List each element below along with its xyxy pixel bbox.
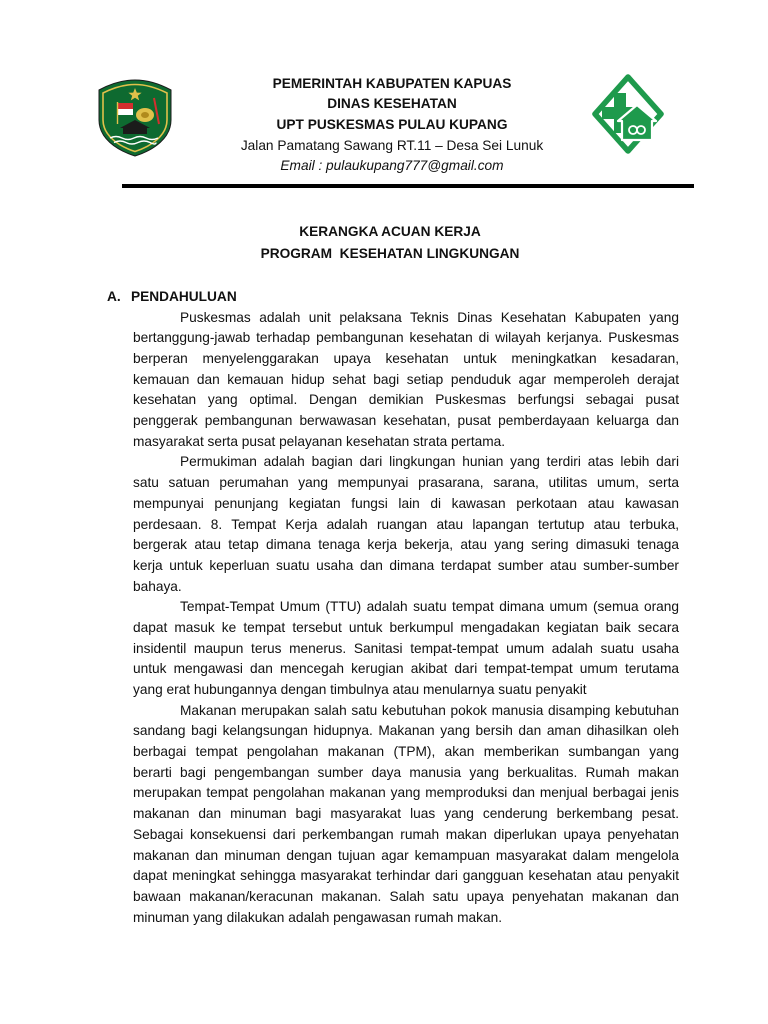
paragraph-line: dapat masuk ke tempat tersebut untuk berkumpul mengadakan kegiatan baik secara [133,619,679,635]
header-address: Jalan Pamatang Sawang RT.11 – Desa Sei Lunuk [240,137,544,153]
paragraph-line: sandang bagi kelangsungan hidupnya. Makanan yang bersih dan aman dihasilkan oleh [133,723,679,739]
document-title [100,221,680,265]
section-title: PENDAHULUAN [131,288,237,304]
paragraph-line: minuman yang dilakukan adalah pengawasan rumah makan. [133,909,503,925]
puskesmas-logo [590,72,666,156]
paragraph-line: makanan dan minuman dengan tujuan agar kemampuan masyarakat dalam mengelola [133,847,679,863]
letterhead-divider [122,184,694,188]
section-body [133,308,679,929]
paragraph-line: satu satuan perumahan yang mempunyai prasarana, sarana, utilitas umum, serta [133,475,679,491]
paragraph [133,308,679,453]
paragraph-line: kesehatan yang optimal. Dengan demikian Puskesmas berfungsi sebagai pusat [133,392,679,408]
title-line-1: KERANGKA ACUAN KERJA [299,224,481,239]
paragraph-line: dapat meningkat sehingga masyarakat terhindar dari gangguan kesehatan atau penyakit [133,868,679,884]
paragraph-line: Makanan merupakan salah satu kebutuhan pokok manusia disamping kebutuhan [180,702,679,718]
paragraph-line: yang erat hubungannya dengan timbulnya atau menularnya suatu penyakit [133,682,587,698]
kabupaten-kapuas-emblem-icon [96,78,174,158]
paragraph-line: makanan dan minuman bagi masyarakat luas yang cenderung berkembang pesat. [133,806,679,822]
letterhead-text [200,74,584,177]
paragraph-line: berbagai tempat pengolahan makanan (TPM), akan memberikan sumbangan yang [133,744,679,760]
header-department: DINAS KESEHATAN [327,96,457,112]
paragraph-line: Sebagai konsekuensi dari perkembangan rumah makan diperlukan upaya penyehatan [133,826,679,842]
paragraph-line: bertanggung-jawab terhadap pembangunan kesehatan di wilayah kerjanya. Puskesmas [133,330,679,346]
paragraph [133,452,679,597]
header-email: Email : pulaukupang777@gmail.com [280,158,504,174]
paragraph-line: mempunyai penunjang kegiatan fungsi lain di kawasan perkotaan atau kawasan [133,495,679,511]
paragraph-line: merupakan tempat pengolahan makanan yang memproduksi dan menjual berbagai jenis [133,785,679,801]
paragraph [133,597,679,700]
header-government: PEMERINTAH KABUPATEN KAPUAS [272,75,512,91]
paragraph-line: insidentil maupun terus menerus. Sanitasi tempat-tempat umum adalah suatu usaha [133,640,679,656]
title-line-2: PROGRAM KESEHATAN LINGKUNGAN [260,246,520,261]
paragraph-line: perdesaan. 8. Tempat Kerja adalah ruangan atau lapangan tertutup atau terbuka, [133,516,679,532]
puskesmas-logo-icon [590,72,666,156]
paragraph-line: untuk mengawasi dan mencegah kerugian akibat dari tempat-tempat umum terutama [133,661,679,677]
header-unit: UPT PUSKESMAS PULAU KUPANG [276,116,508,132]
paragraph-line: bawaan makanan/keracunan makanan. Salah satu upaya penyehatan makanan dan [133,888,679,904]
section-heading [107,287,407,308]
kabupaten-logo [96,78,174,158]
paragraph-line: berperan menyelenggarakan upaya kesehatan untuk meningkatkan kesadaran, [133,351,679,367]
paragraph-line: kerja untuk keperluan suatu usaha dan dimana terdapat sumber atau sumber-sumber [133,557,679,573]
paragraph [133,701,679,929]
paragraph-line: kemauan dan kemauan hidup sehat bagi setiap penduduk agar memperoleh derajat [133,371,679,387]
paragraph-line: bergerak atau tetap dimana tenaga kerja bekerja, atau yang sering dimasuki tenaga [133,537,679,553]
paragraph-line: Permukiman adalah bagian dari lingkungan hunian yang terdiri atas lebih dari [180,454,679,470]
paragraph-line: Tempat-Tempat Umum (TTU) adalah suatu tempat dimana umum (semua orang [180,599,679,615]
paragraph-line: masyarakat serta pusat pelayanan kesehatan strata pertama. [133,433,506,449]
paragraph-line: berarti bagi pengembangan sumber daya manusia yang berkualitas. Rumah makan [133,764,679,780]
paragraph-line: Puskesmas adalah unit pelaksana Teknis Dinas Kesehatan Kabupaten yang [180,309,679,325]
paragraph-line: bahaya. [133,578,182,594]
section-number: A. [107,288,121,304]
paragraph-line: penggerak pembangunan berwawasan kesehatan, pusat pemberdayaan keluarga dan [133,413,679,429]
